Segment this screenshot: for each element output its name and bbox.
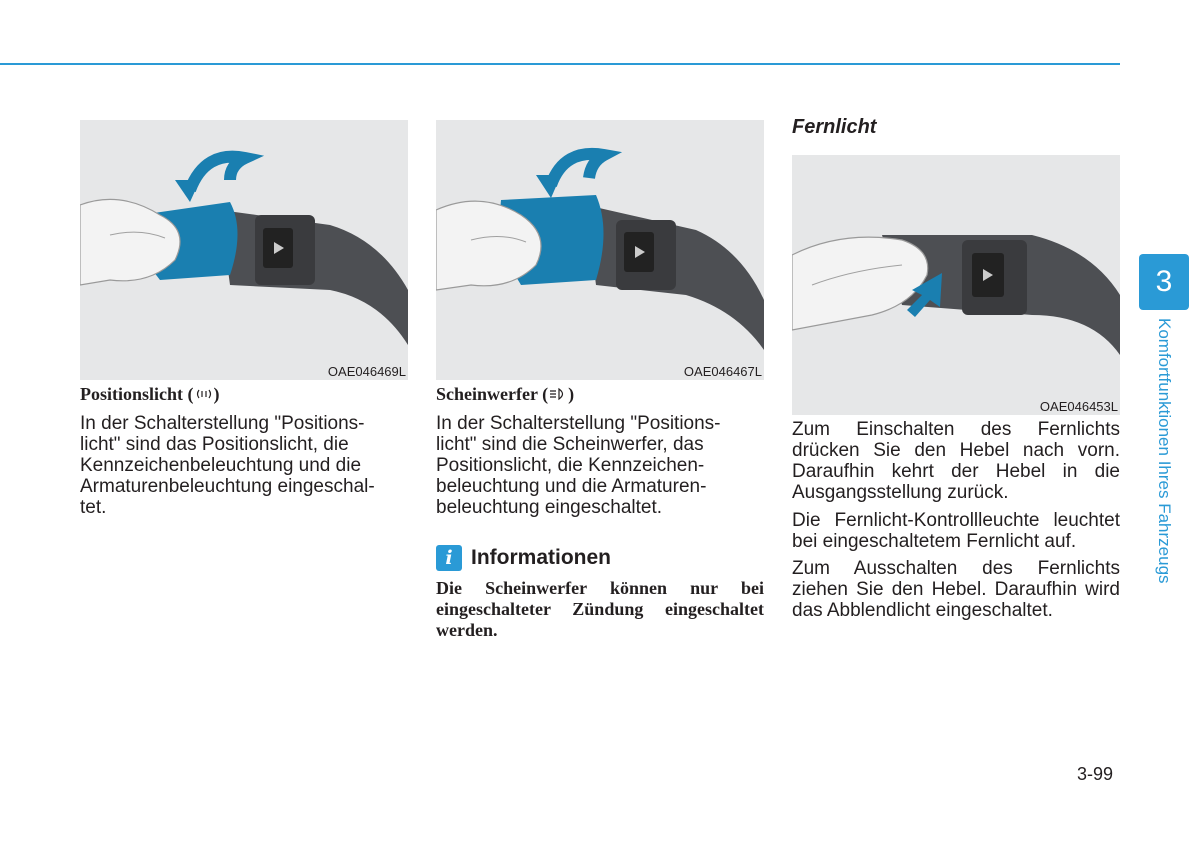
rotate-arrow-head-icon <box>536 175 561 198</box>
info-heading <box>436 544 611 572</box>
figure-code: OAE046453L <box>1039 399 1118 414</box>
lever-illustration <box>80 120 408 380</box>
paragraph-ausschalten: Zum Ausschalten des Fernlichts ziehen Sie den Hebel. Daraufhin wird das Abblendlicht eingeschaltet. <box>792 558 1120 621</box>
body-line: In der Schalterstellung "Positions- <box>436 413 721 434</box>
body-scheinwerfer <box>436 413 764 518</box>
heading-scheinwerfer <box>436 384 574 405</box>
body-line: beleuchtung und die Armaturen- <box>436 476 707 497</box>
hand <box>792 237 928 330</box>
body-line: licht" sind die Scheinwerfer, das <box>436 434 704 455</box>
page-number: 3-99 <box>1077 764 1114 784</box>
top-rule <box>0 63 1120 65</box>
body-line: Armaturenbeleuchtung eingeschal- <box>80 476 375 497</box>
body-line: beleuchtung eingeschaltet. <box>436 497 663 518</box>
section-title-fernlicht: Fernlicht <box>792 116 877 138</box>
figure-code: OAE046469L <box>327 364 406 379</box>
rotate-arrow-head-icon <box>175 180 200 202</box>
chapter-number-tab: 3 <box>1139 254 1189 310</box>
info-title: Informationen <box>471 546 611 569</box>
body-line: tet. <box>80 497 107 518</box>
heading-label: Scheinwerfer ( <box>436 384 549 404</box>
body-line: In der Schalterstellung "Positions- <box>80 413 365 434</box>
heading-label: Positionslicht ( <box>80 384 194 404</box>
body-line: licht" sind das Positionslicht, die <box>80 434 349 455</box>
body-line: Kennzeichenbeleuchtung und die <box>80 455 362 476</box>
figure-fernlicht <box>792 155 1120 415</box>
rotate-arrow-icon <box>190 157 245 190</box>
figure-scheinwerfer <box>436 120 764 380</box>
paragraph-einschalten: Zum Einschalten des Fernlichts drücken Sie den Hebel nach vorn. Daraufhin kehrt der Hebel in die Ausgangsstellung zurück. <box>792 419 1120 503</box>
info-note: Die Scheinwerfer können nur bei eingeschalteter Zündung eingeschaltet werden. <box>436 578 764 640</box>
lever-illustration <box>792 155 1120 415</box>
figure-positionslicht <box>80 120 408 380</box>
info-icon: i <box>436 545 462 571</box>
heading-close: ) <box>213 384 220 404</box>
position-light-icon <box>194 385 214 399</box>
chapter-title: Komfortfunktionen Ihres Fahrzeugs <box>1155 318 1174 584</box>
heading-positionslicht <box>80 384 220 405</box>
headlight-icon <box>548 385 568 399</box>
body-line: Positionslicht, die Kennzeichen- <box>436 455 705 476</box>
heading-close: ) <box>568 384 575 404</box>
rotate-arrow-icon <box>551 154 604 185</box>
body-positionslicht <box>80 413 408 518</box>
figure-code: OAE046467L <box>683 364 762 379</box>
paragraph-kontrollleuchte: Die Fernlicht-Kontrollleuchte leuchtet bei eingeschaltetem Fernlicht auf. <box>792 510 1120 552</box>
lever-illustration <box>436 120 764 380</box>
